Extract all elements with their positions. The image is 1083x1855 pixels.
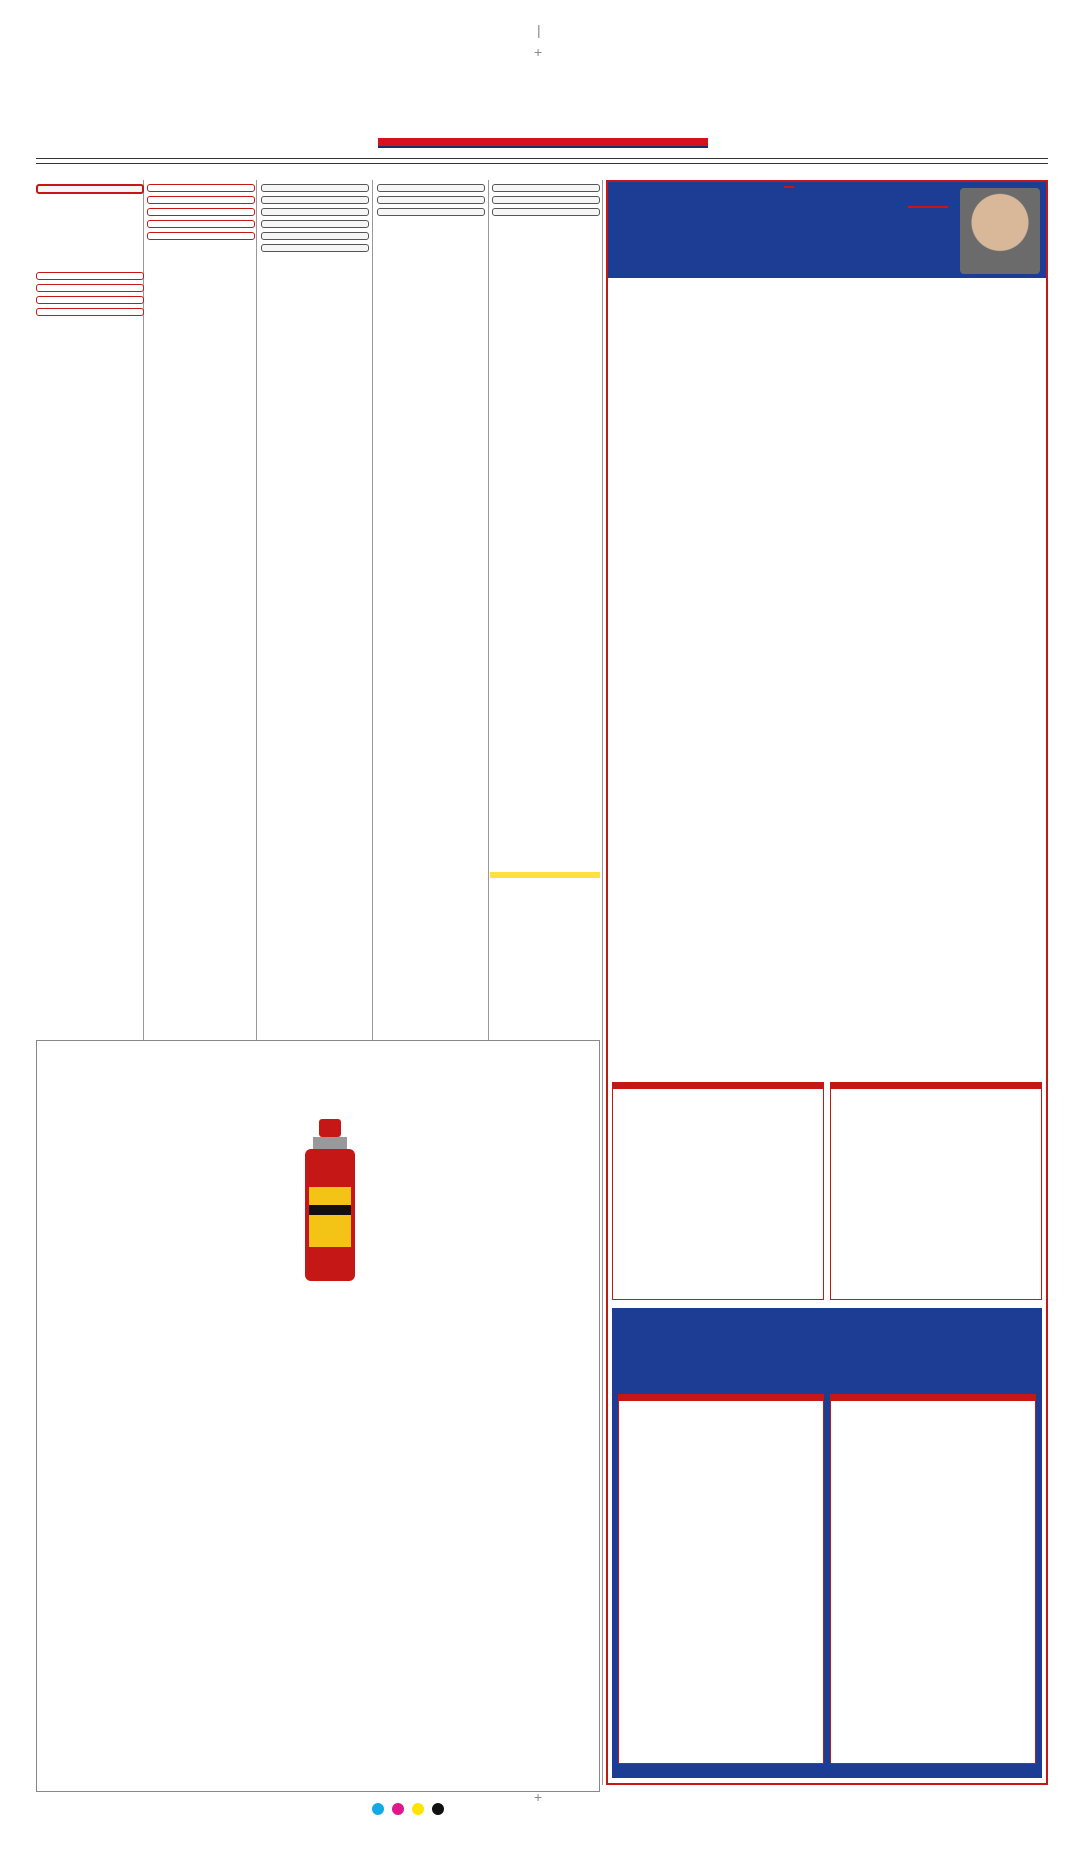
altili-title bbox=[619, 1395, 823, 1401]
editor-name bbox=[908, 206, 948, 208]
section-header bbox=[147, 196, 255, 204]
section-header bbox=[261, 184, 369, 192]
istanbul-second-six bbox=[830, 1082, 1042, 1300]
section-header bbox=[261, 220, 369, 228]
section-header-eleman-arayanlar bbox=[36, 184, 144, 194]
cyan-dot bbox=[372, 1803, 384, 1815]
section-header bbox=[36, 296, 144, 304]
altili-title bbox=[831, 1395, 1035, 1401]
spray-can-image bbox=[295, 1117, 365, 1287]
section-header bbox=[492, 184, 600, 192]
color-registration-dots bbox=[372, 1803, 444, 1815]
section-header bbox=[492, 196, 600, 204]
column-divider bbox=[488, 180, 489, 1040]
section-header bbox=[36, 308, 144, 316]
adana-first-six bbox=[618, 1394, 824, 1764]
reg-mark-top: | bbox=[537, 22, 541, 38]
altili-title bbox=[613, 1083, 823, 1089]
reg-cross-top: + bbox=[534, 44, 543, 60]
section-header bbox=[261, 244, 369, 252]
sanayi-ad bbox=[490, 872, 600, 878]
classified-column-4 bbox=[377, 180, 485, 1038]
race-guide-header bbox=[608, 182, 1046, 278]
column-divider bbox=[256, 180, 257, 1040]
column-divider bbox=[602, 180, 603, 1785]
classified-column-3 bbox=[261, 180, 369, 1038]
section-header bbox=[261, 208, 369, 216]
section-header bbox=[36, 284, 144, 292]
adana-predictions bbox=[612, 1308, 1042, 1778]
section-header bbox=[147, 232, 255, 240]
section-header bbox=[147, 220, 255, 228]
masthead-bar bbox=[378, 138, 708, 146]
yellow-dot bbox=[412, 1803, 424, 1815]
section-header bbox=[147, 208, 255, 216]
masthead bbox=[378, 80, 708, 148]
section-header bbox=[377, 196, 485, 204]
race-city bbox=[784, 186, 794, 188]
section-header bbox=[377, 184, 485, 192]
classified-column-1 bbox=[36, 180, 144, 1038]
race-guide bbox=[606, 180, 1048, 1785]
magenta-dot bbox=[392, 1803, 404, 1815]
adana-second-six bbox=[830, 1394, 1036, 1764]
reg-cross-bottom: + bbox=[534, 1789, 543, 1805]
editor-photo bbox=[960, 188, 1040, 274]
black-dot bbox=[432, 1803, 444, 1815]
section-header bbox=[261, 196, 369, 204]
altili-title bbox=[831, 1083, 1041, 1089]
section-header bbox=[492, 208, 600, 216]
classified-column-5 bbox=[492, 180, 600, 870]
section-header bbox=[377, 208, 485, 216]
pricing-rules bbox=[36, 158, 1048, 164]
section-header bbox=[261, 232, 369, 240]
classified-column-2 bbox=[147, 180, 255, 1038]
column-divider bbox=[372, 180, 373, 1040]
public-notice bbox=[36, 1040, 600, 1792]
istanbul-first-six bbox=[612, 1082, 824, 1300]
section-header bbox=[36, 272, 144, 280]
section-header bbox=[147, 184, 255, 192]
